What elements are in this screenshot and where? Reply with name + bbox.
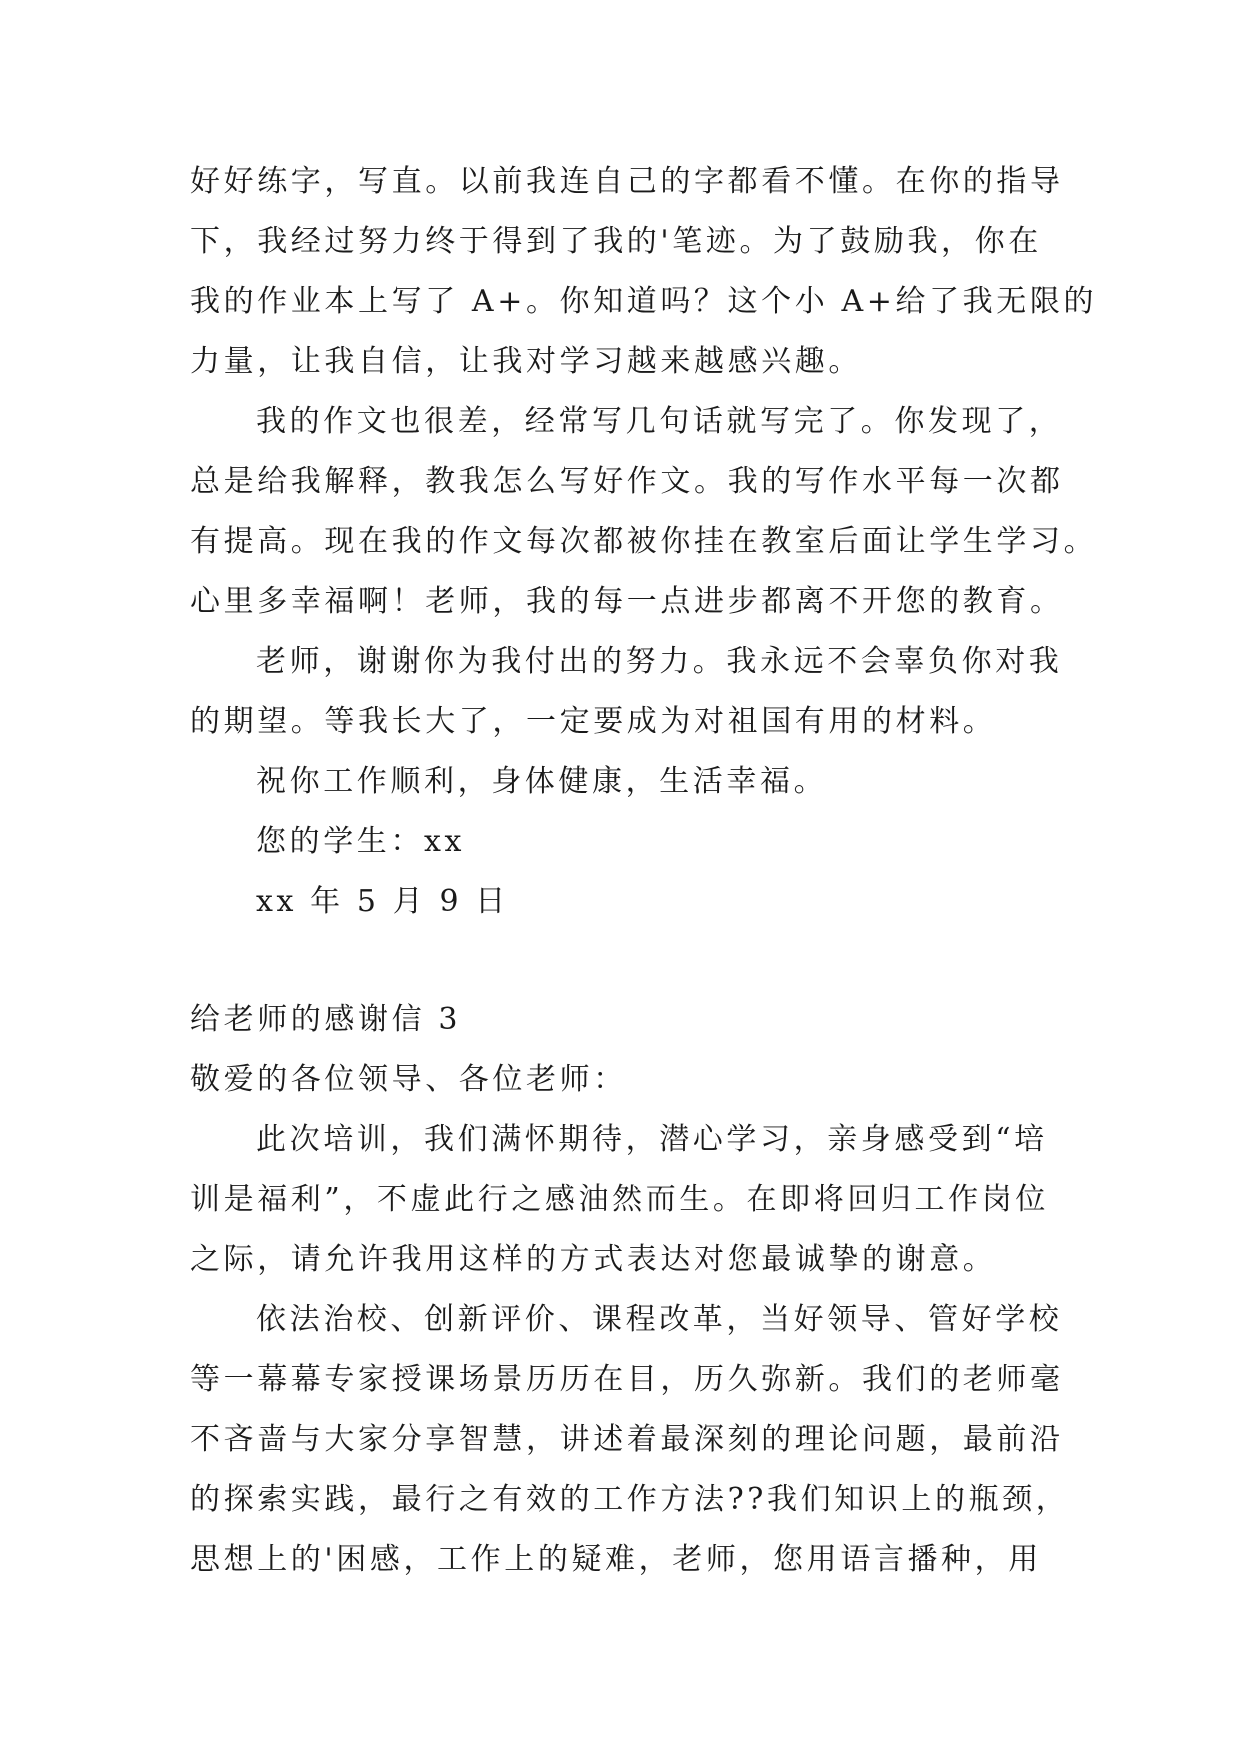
letter2-p2-line3: 有提高。现在我的作文每次都被你挂在教室后面让学生学习。	[190, 524, 1098, 559]
letter2-p1-line3: 我的作业本上写了 A+。你知道吗？这个小 A+给了我无限的	[190, 284, 1098, 319]
letter2-p1-line2: 下，我经过努力终于得到了我的'笔迹。为了鼓励我，你在	[190, 224, 1042, 259]
letter2-p3-line2: 的期望。等我长大了，一定要成为对祖国有用的材料。	[190, 704, 997, 739]
letter3-salutation: 敬爱的各位领导、各位老师：	[190, 1062, 627, 1097]
letter3-p2-line4: 的探索实践，最行之有效的工作方法??我们知识上的瓶颈，	[190, 1482, 1070, 1517]
letter2-p2-line1: 我的作文也很差，经常写几句话就写完了。你发现了，	[256, 404, 1063, 439]
letter3-p1-line2: 训是福利”，不虚此行之感油然而生。在即将回归工作岗位	[190, 1182, 1049, 1217]
letter3-p1-line1: 此次培训，我们满怀期待，潜心学习，亲身感受到“培	[256, 1122, 1048, 1157]
letter3-p1-line3: 之际，请允许我用这样的方式表达对您最诚挚的谢意。	[190, 1242, 997, 1277]
letter2-p2-line4: 心里多幸福啊！老师，我的每一点进步都离不开您的教育。	[190, 584, 1064, 619]
letter3-p2-line2: 等一幕幕专家授课场景历历在目，历久弥新。我们的老师毫	[190, 1362, 1064, 1397]
letter2-wish: 祝你工作顺利，身体健康，生活幸福。	[256, 764, 828, 799]
letter2-p1-line1: 好好练字，写直。以前我连自己的字都看不懂。在你的指导	[190, 164, 1064, 199]
letter2-p3-line1: 老师，谢谢你为我付出的努力。我永远不会辜负你对我	[256, 644, 1063, 679]
letter3-p2-line1: 依法治校、创新评价、课程改革，当好领导、管好学校	[256, 1302, 1063, 1337]
letter3-p2-line3: 不吝啬与大家分享智慧，讲述着最深刻的理论问题，最前沿	[190, 1422, 1064, 1457]
letter2-p2-line2: 总是给我解释，教我怎么写好作文。我的写作水平每一次都	[190, 464, 1064, 499]
letter2-date: xx 年 5 月 9 日	[256, 884, 509, 919]
letter2-p1-line4: 力量，让我自信，让我对学习越来越感兴趣。	[190, 344, 862, 379]
letter3-p2-line5: 思想上的'困感，工作上的疑难，老师，您用语言播种，用	[190, 1542, 1042, 1577]
letter2-signature: 您的学生：xx	[256, 824, 466, 859]
letter3-title: 给老师的感谢信 3	[190, 1002, 462, 1037]
